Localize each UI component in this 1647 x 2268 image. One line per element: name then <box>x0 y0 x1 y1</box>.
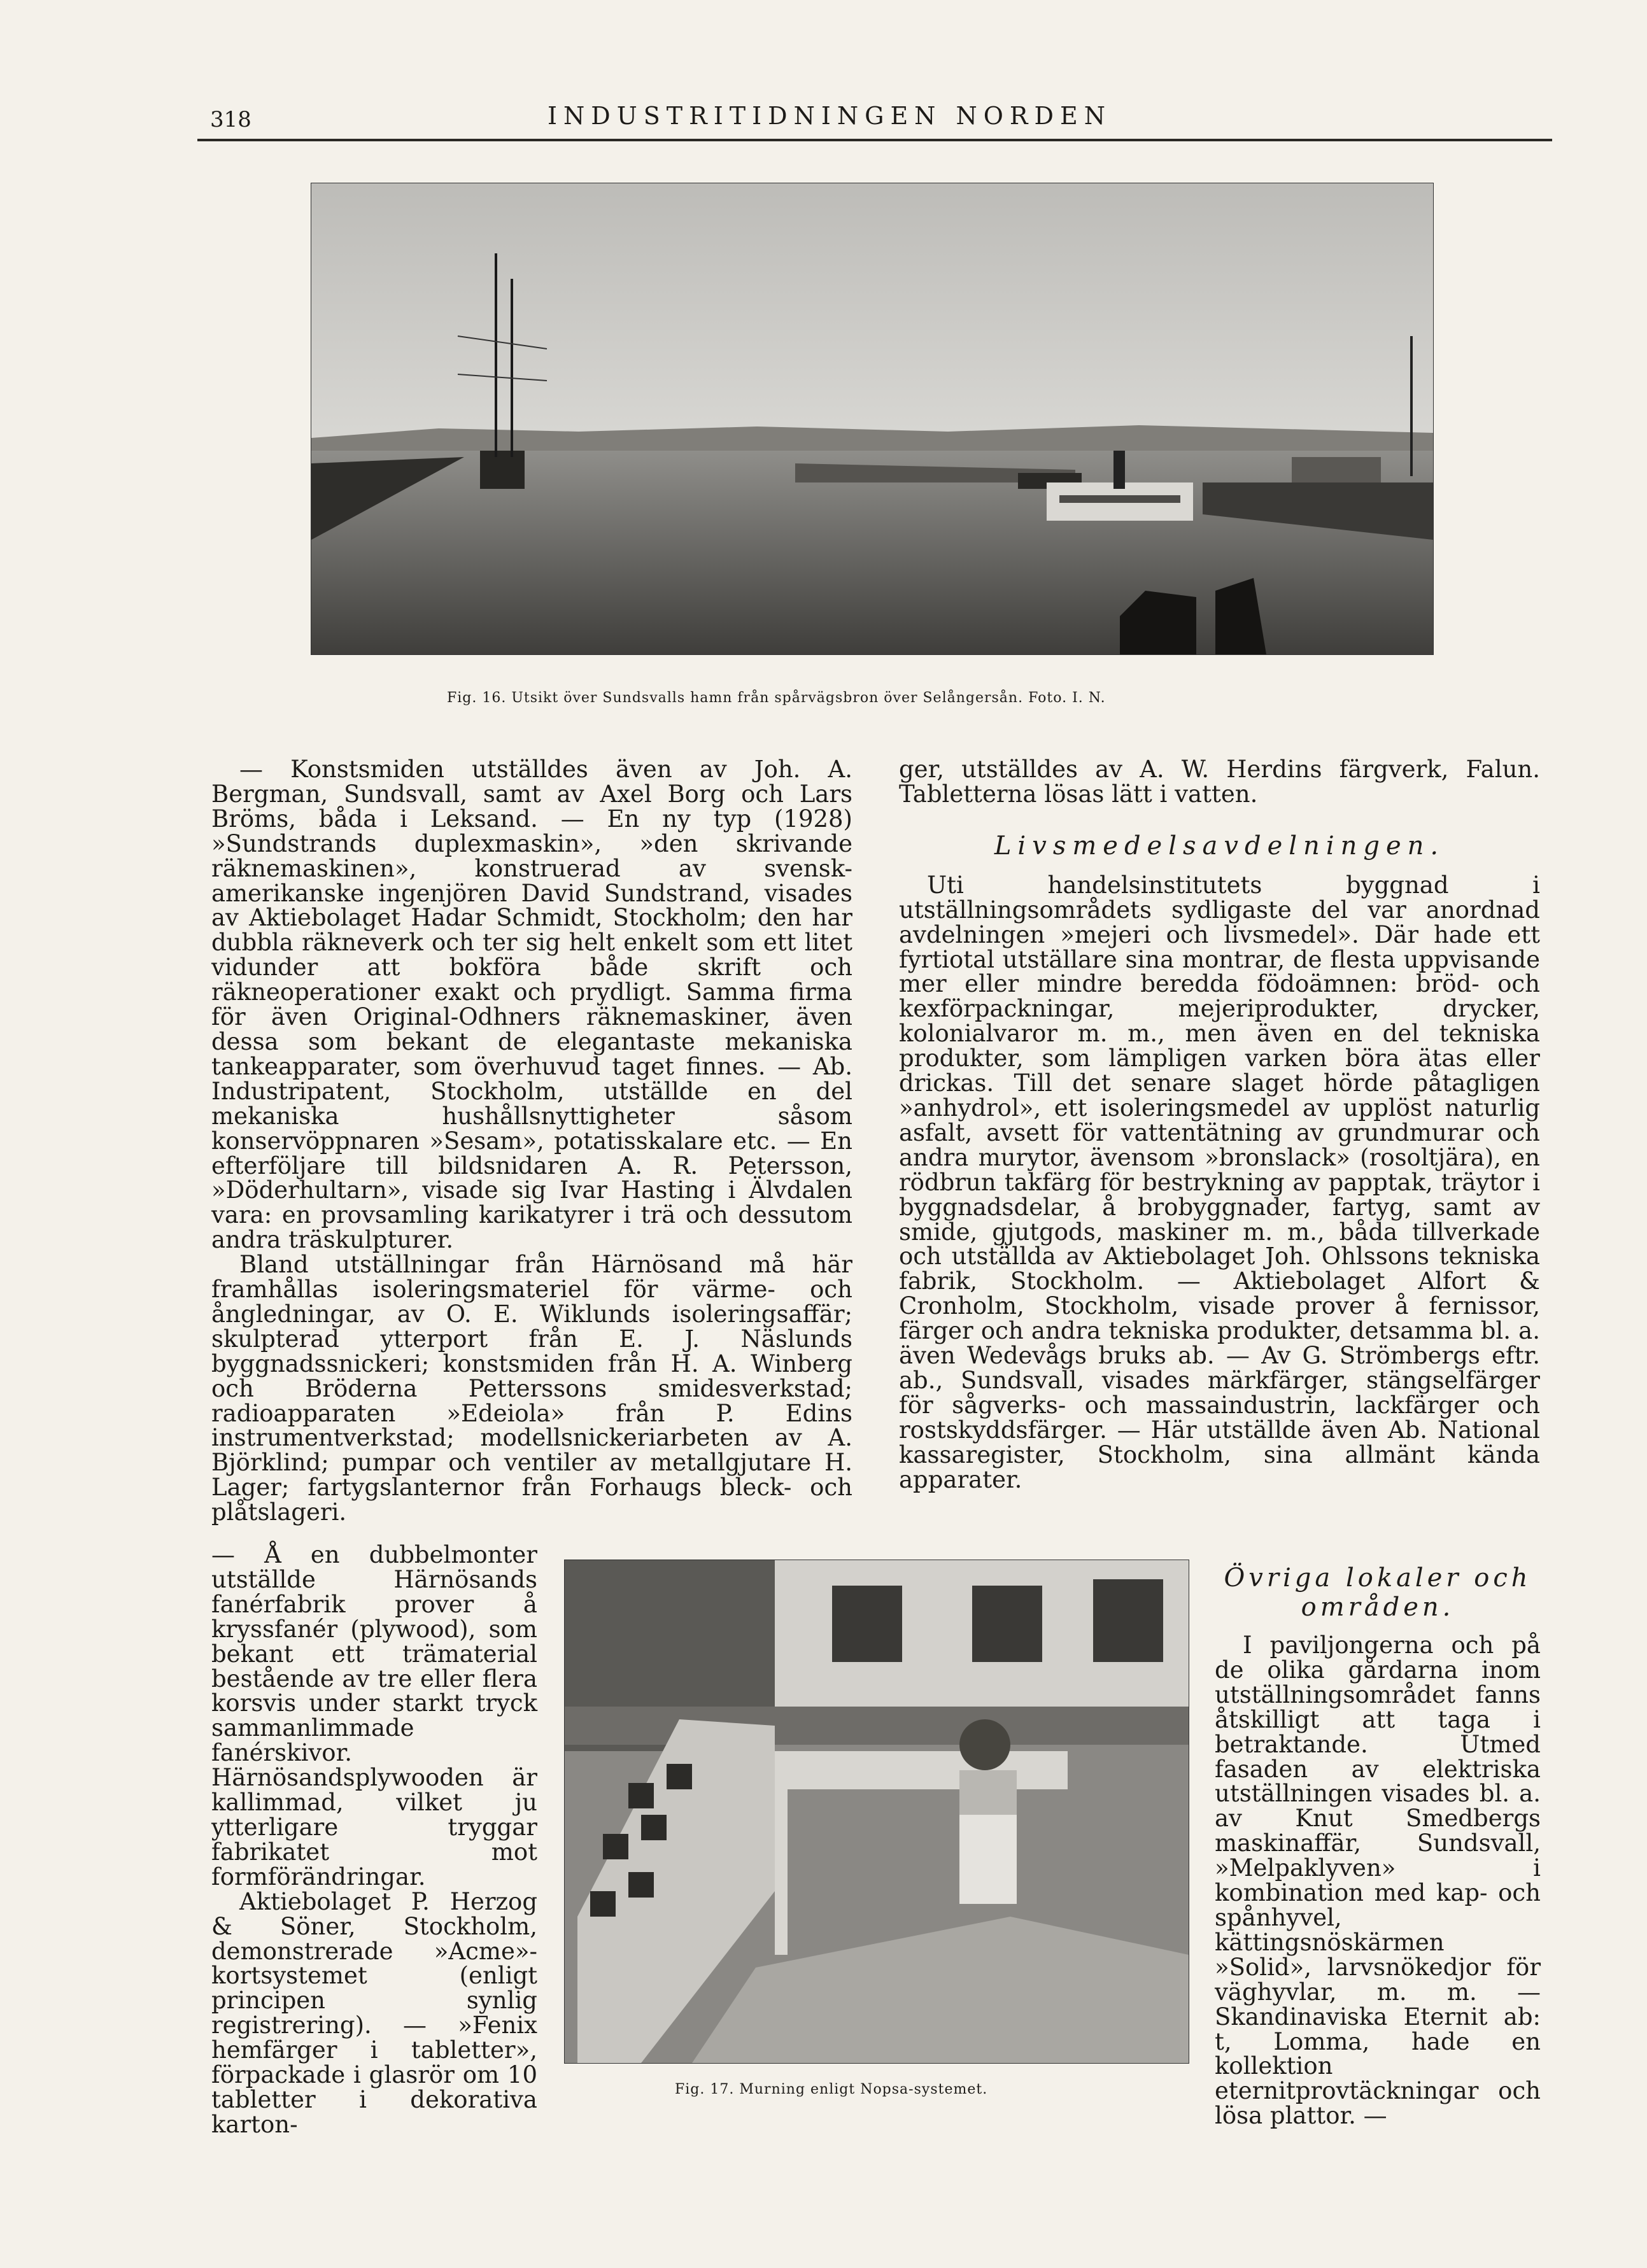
paragraph: — Konstsmiden utställdes även av Joh. A. Bergman, Sundsvall, samt av Axel Borg och Lars Bröms, båda i Leksand. — En ny typ (1928) »Sundstrands duplexmaskin», »den skrivande räknemaskinen», konstruerad av svensk-amerikanske ingenjören David Sundstrand, visades av Aktiebolaget Hadar Schmidt, Stockholm; den har dubbla räkneverk och ter sig helt enkelt som ett litet vidunder att bokföra både skrift och räkneoperationer exakt och prydligt. Samma firma för även Original-Odhners räknemaskiner, även dessa som bekant de elegantaste mekaniska tankeapparater, som överhuvud taget finnes. — Ab. Industripatent, Stockholm, utställde en del mekaniska hushållsnyttigheter såsom konservöppnaren »Sesam», potatisskalare etc. — En efterföljare till bildsnidaren A. R. Petersson, »Döderhultarn», visade sig Ivar Hasting i Älvdalen vara: en provsamling karikatyrer i trä och dessutom andra träskulpturer. <box>211 756 852 1254</box>
running-title: INDUSTRITIDNINGEN NORDEN <box>548 102 1112 130</box>
fig16-caption: Fig. 16. Utsikt över Sundsvalls hamn från spårvägsbron över Selångersån. Foto. I. N. <box>447 690 1106 706</box>
section-heading-ovriga: Övriga lokaler och områden. <box>1224 1563 1532 1622</box>
paragraph: Aktiebolaget P. Herzog & Söner, Stockholm, demonstrerade »Acme»-kortsystemet (enligt principen synlig registrering). — »Fenix hemfärger i tabletter», förpackade i glasrör om 10 tabletter i dekorativa karton- <box>211 1887 537 2138</box>
paragraph: Uti handelsinstitutets byggnad i utställningsområdets sydligaste del var anordnad avdelningen »mejeri och livsmedel». Där hade ett fyrtiotal utställare sina montrar, de flesta uppvisande mer eller mindre beredda födoämnen: bröd- och kexförpackningar, mejeriprodukter, drycker, kolonialvaror m. m., men även en del tekniska produkter, som lämpligen varken böra ätas eller drickas. Till det senare slaget hörde påtagligen »anhydrol», ett isoleringsmedel av upplöst naturlig asfalt, avsett för vattentätning av grundmurar och andra murytor, ävensom »bronslack» (rosoltjära), en rödbrun takfärg för bestrykning av papptak, träytor i byggnadsdelar, å brobyggnader, fartyg, samt av smide, gjutgods, maskiner m. m., båda tillverkade och utställda av Aktiebolaget Joh. Ohlssons tekniska fabrik, Stockholm. — Aktiebolaget Alfort & Cronholm, Stockholm, visade prover å fernissor, färger och andra tekniska produkter, detsamma bl. a. även Wedevågs bruks ab. — Av G. Strömbergs eftr. ab., Sundsvall, visades märkfärger, stängselfärger för sågverks- och massaindustrin, lackfärger och rostskyddsfärger. — Här utställde även Ab. National kassaregister, Stockholm, sina allmänt kända apparater. <box>899 871 1540 1493</box>
fig17-caption: Fig. 17. Murning enligt Nopsa-systemet. <box>675 2081 988 2097</box>
left-column-narrow <box>211 1543 537 2138</box>
left-column-top <box>211 757 852 1525</box>
paragraph: Bland utställningar från Härnösand må här framhållas isoleringsmateriel för värme- och ångledningar, av O. E. Wiklunds isoleringsaffär; skulpterad ytterport från E. J. Näslunds byggnadssnickeri; konstsmiden från H. A. Winberg och Bröderna Petterssons smidesverkstad; radioapparaten »Edeiola» från P. Edins instrumentverkstad; modellsnickeriarbeten av A. Björklind; pumpar och ventiler av metallgjutare H. Lager; fartygslanternor från Forhaugs bleck- och plåtslageri. <box>211 1251 852 1526</box>
harbour-photo <box>311 183 1434 655</box>
bricklaying-photo <box>564 1560 1189 2064</box>
header-rule <box>197 139 1552 141</box>
page-number: 318 <box>210 107 251 132</box>
bricklaying-photo-drawing <box>565 1560 1189 2063</box>
paragraph: I paviljongerna och på de olika gårdarna inom utställningsområdet fanns åtskilligt att taga i betraktande. Utmed fasaden av elektriska utställningen visades bl. a. av Knut Smedbergs maskinaffär, Sundsvall, »Melpaklyven» i kombination med kap- och spånhyvel, kättingsnöskärmen »Solid», larvsnökedjor för väghyvlar, m. m. — Skandinaviska Eternit ab: t, Lomma, hade en kollektion eternitprovtäckningar och lösa plattor. — <box>1215 1631 1541 2130</box>
paragraph: ger, utställdes av A. W. Herdins färgverk, Falun. Tabletterna lösas lätt i vatten. <box>899 756 1540 808</box>
right-column-narrow <box>1215 1563 1541 2129</box>
paragraph: — Å en dubbelmonter utställde Härnösands fanérfabrik prover å kryssfanér (plywood), som bekant ett trämaterial bestående av tre eller flera korsvis under starkt tryck sammanlimmade fanérskivor. Härnösandsplywooden är kallimmad, vilket ju ytterligare tryggar fabrikatet mot formförändringar. <box>211 1541 537 1891</box>
section-heading-livsmedel: Livsmedelsavdelningen. <box>994 831 1445 861</box>
harbour-photo-drawing <box>311 183 1433 654</box>
right-column-top <box>899 757 1540 1492</box>
